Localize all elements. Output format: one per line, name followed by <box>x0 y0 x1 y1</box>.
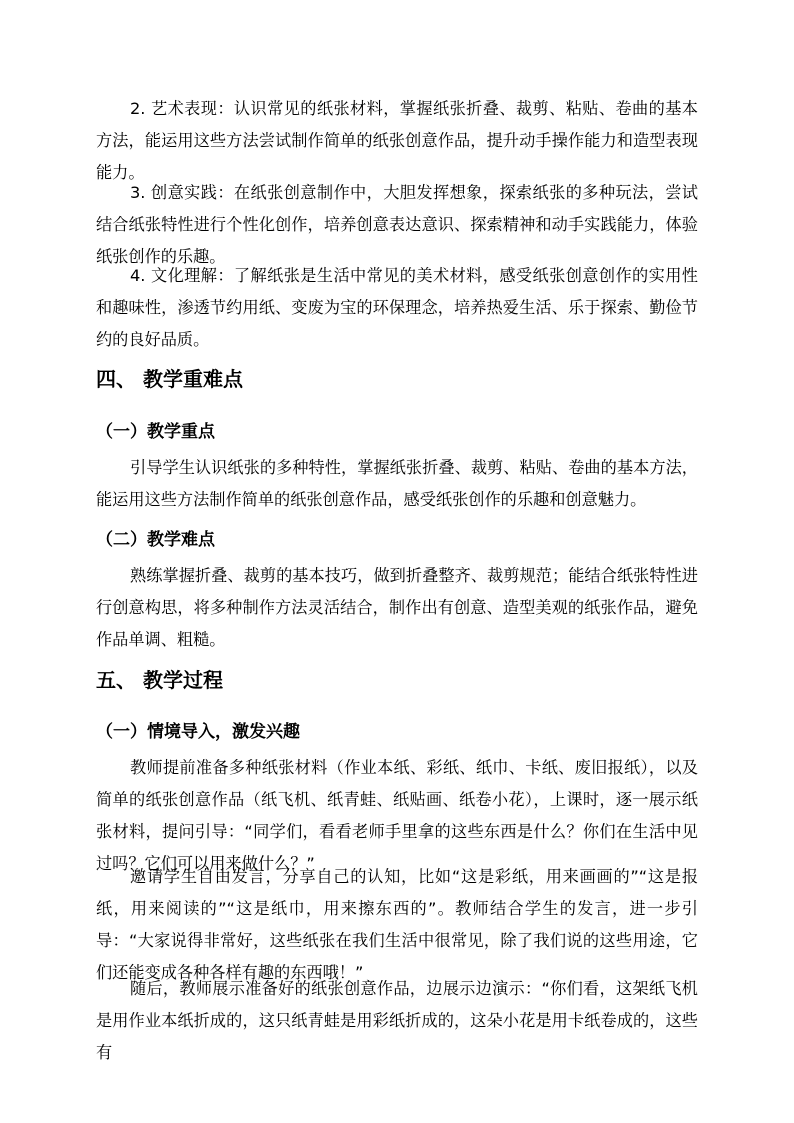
section-5-1-paragraph-3: 随后，教师展示准备好的纸张创意作品，边展示边演示：“你们看，这架纸飞机是用作业本纸折成的，这只纸青蛙是用彩纸折成的，这朵小花是用卡纸卷成的，这些有 <box>96 979 698 1062</box>
section-4-2-text: 熟练掌握折叠、裁剪的基本技巧，做到折叠整齐、裁剪规范；能结合纸张特性进行创意构思，将多种制作方法灵活结合，制作出有创意、造型美观的纸张作品，避免作品单调、粗糙。 <box>96 566 698 649</box>
section-4-heading: 四、 教学重难点 <box>96 367 243 391</box>
paragraph-creative-practice: 3. 创意实践：在纸张创意制作中，大胆发挥想象，探索纸张的多种玩法，尝试结合纸张特性进行个性化创作，培养创意表达意识、探索精神和动手实践能力，体验纸张创作的乐趣。 <box>96 183 698 266</box>
section-4-1-text: 引导学生认识纸张的多种特性，掌握纸张折叠、裁剪、粘贴、卷曲的基本方法，能运用这些方法制作简单的纸张创意作品，感受纸张创作的乐趣和创意魅力。 <box>96 458 698 509</box>
section-4-1-heading: （一）教学重点 <box>96 422 215 442</box>
paragraph-art-expression: 2. 艺术表现：认识常见的纸张材料，掌握纸张折叠、裁剪、粘贴、卷曲的基本方法，能运用这些方法尝试制作简单的纸张创意作品，提升动手操作能力和造型表现能力。 <box>96 99 698 182</box>
section-5-1-paragraph-1: 教师提前准备多种纸张材料（作业本纸、彩纸、纸巾、卡纸、废旧报纸），以及简单的纸张创意作品（纸飞机、纸青蛙、纸贴画、纸卷小花），上课时，逐一展示纸张材料，提问引导：“同学们，看看老师手里拿的这些东西是什么？你们在生活中见过吗？它们可以用来做什么？” <box>96 758 698 873</box>
section-5-1-paragraph-2: 邀请学生自由发言，分享自己的认知，比如“这是彩纸，用来画画的”“这是报纸，用来阅读的”“这是纸巾，用来擦东西的”。教师结合学生的发言，进一步引导：“大家说得非常好，这些纸张在我们生活中很常见，除了我们说的这些用途，它们还能变成各种各样有趣的东西哦！” <box>96 867 698 982</box>
paragraph-cultural-understanding: 4. 文化理解：了解纸张是生活中常见的美术材料，感受纸张创意创作的实用性和趣味性，渗透节约用纸、变废为宝的环保理念，培养热爱生活、乐于探索、勤俭节约的良好品质。 <box>96 266 698 349</box>
section-5-heading: 五、 教学过程 <box>96 668 223 692</box>
section-5-1-heading: （一）情境导入，激发兴趣 <box>96 722 300 742</box>
section-4-2-heading: （二）教学难点 <box>96 530 215 550</box>
